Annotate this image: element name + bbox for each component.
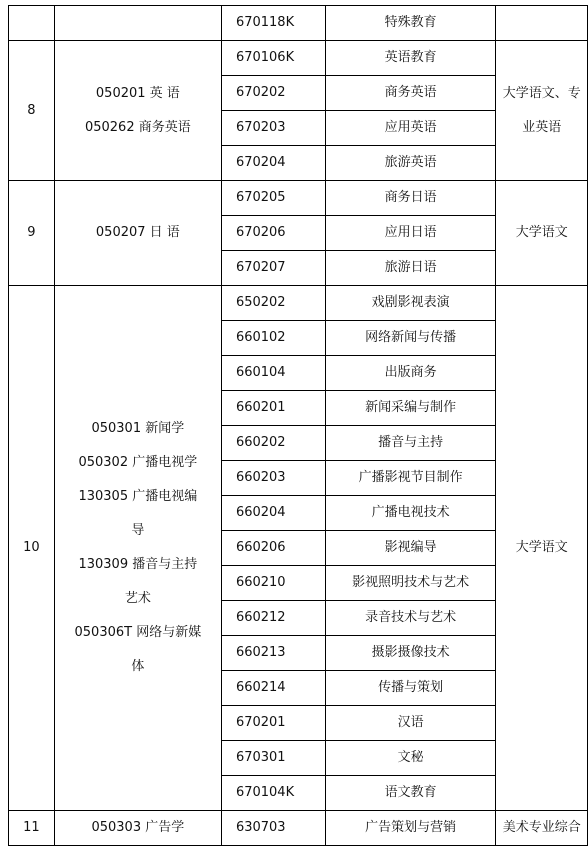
name-cell: 汉语 [325,706,496,741]
major-mapping-table [8,5,588,846]
code-cell: 670204 [221,146,325,181]
code-cell: 670207 [221,251,325,286]
name-cell: 广播电视技术 [325,496,496,531]
undergrad-cell: 050303 广告学 [54,811,221,846]
table-row [9,181,588,216]
name-cell: 旅游日语 [325,251,496,286]
code-cell: 660202 [221,426,325,461]
subject-line: 业英语 [522,119,562,135]
subject-cell: 大学语文 [496,286,588,811]
table-row [9,41,588,76]
subject-cell [496,41,588,181]
undergrad-line: 050302 广播电视学 [78,455,198,470]
code-cell: 670201 [221,706,325,741]
code-cell: 660204 [221,496,325,531]
subject-cell: 大学语文 [496,181,588,286]
subject-line: 大学语文、专 [502,85,581,101]
name-cell: 网络新闻与传播 [325,321,496,356]
name-cell: 特殊教育 [325,6,496,41]
no-cell [9,6,55,41]
no-cell: 11 [9,811,55,846]
undergrad-line: 050306T 网络与新媒 [74,625,202,640]
name-cell: 出版商务 [325,356,496,391]
table-row [9,286,588,321]
code-cell: 650202 [221,286,325,321]
no-cell: 10 [9,286,55,811]
table-row [9,6,588,41]
code-cell: 670202 [221,76,325,111]
code-cell: 660206 [221,531,325,566]
name-cell: 旅游英语 [325,146,496,181]
undergrad-cell: 050207 日 语 [54,181,221,286]
code-cell: 670203 [221,111,325,146]
undergrad-line: 050262 商务英语 [84,119,191,135]
code-cell: 660214 [221,671,325,706]
name-cell: 语文教育 [325,776,496,811]
undergrad-line: 050301 新闻学 [91,421,185,436]
name-cell: 广告策划与营销 [325,811,496,846]
name-cell: 商务英语 [325,76,496,111]
name-cell: 应用英语 [325,111,496,146]
name-cell: 广播影视节目制作 [325,461,496,496]
name-cell: 传播与策划 [325,671,496,706]
undergrad-line: 130309 播音与主持 [78,557,198,572]
subject-cell: 美术专业综合 [496,811,588,846]
name-cell: 戏剧影视表演 [325,286,496,321]
name-cell: 影视照明技术与艺术 [325,566,496,601]
code-cell: 660104 [221,356,325,391]
table-row [9,811,588,846]
name-cell: 文秘 [325,741,496,776]
code-cell: 660210 [221,566,325,601]
name-cell: 播音与主持 [325,426,496,461]
name-cell: 新闻采编与制作 [325,391,496,426]
undergrad-line: 050201 英 语 [95,85,180,101]
undergrad-cell [54,41,221,181]
code-cell: 670106K [221,41,325,76]
code-cell: 660102 [221,321,325,356]
undergrad-line: 体 [131,659,145,674]
name-cell: 英语教育 [325,41,496,76]
undergrad-line: 导 [131,523,145,538]
code-cell: 670301 [221,741,325,776]
code-cell: 670118K [221,6,325,41]
code-cell: 670206 [221,216,325,251]
undergrad-cell [54,286,221,811]
undergrad-cell [54,6,221,41]
no-cell: 9 [9,181,55,286]
code-cell: 670205 [221,181,325,216]
undergrad-line: 艺术 [124,591,151,606]
name-cell: 商务日语 [325,181,496,216]
name-cell: 影视编导 [325,531,496,566]
code-cell: 660203 [221,461,325,496]
name-cell: 录音技术与艺术 [325,601,496,636]
no-cell: 8 [9,41,55,181]
name-cell: 应用日语 [325,216,496,251]
code-cell: 670104K [221,776,325,811]
code-cell: 660201 [221,391,325,426]
name-cell: 摄影摄像技术 [325,636,496,671]
undergrad-line: 130305 广播电视编 [78,489,198,504]
code-cell: 660212 [221,601,325,636]
code-cell: 630703 [221,811,325,846]
code-cell: 660213 [221,636,325,671]
subject-cell [496,6,588,41]
